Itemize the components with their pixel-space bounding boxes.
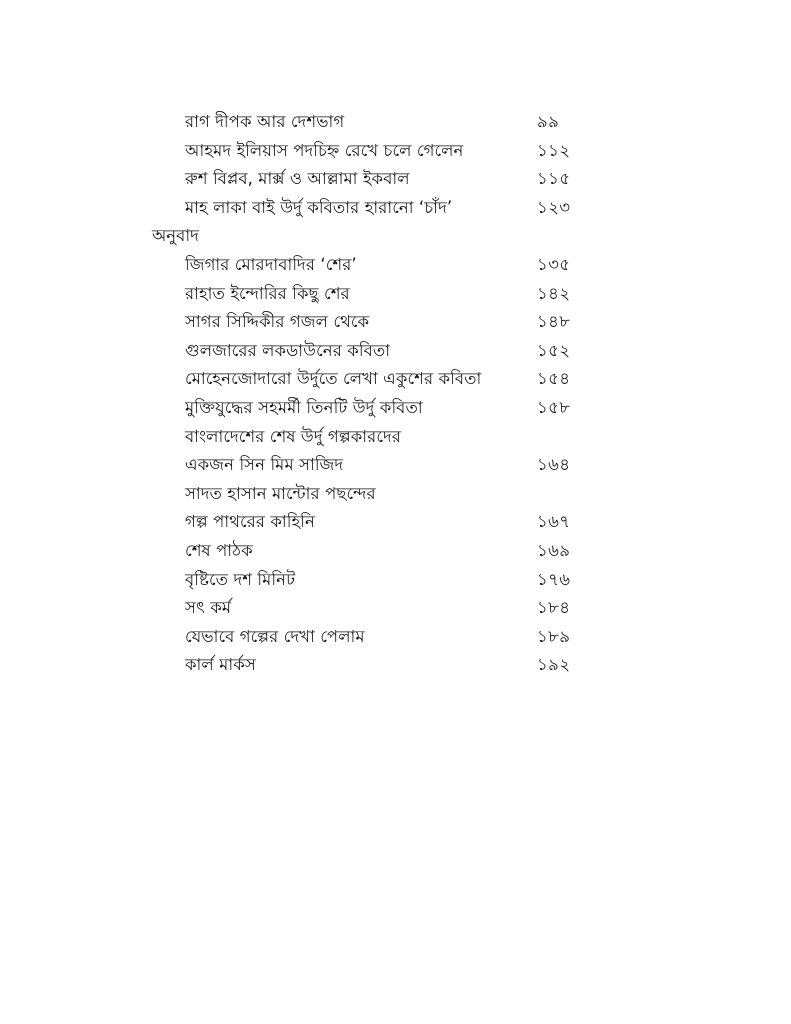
toc-page-number: ১৪৮ bbox=[537, 312, 571, 332]
toc-page-number: ১১৫ bbox=[537, 169, 571, 189]
toc-entry-row bbox=[0, 251, 791, 280]
toc-page-number: ১৬৭ bbox=[537, 512, 571, 532]
toc-entry-row bbox=[0, 508, 791, 537]
toc-entry-row bbox=[0, 566, 791, 595]
toc-entry-title: সাগর সিদ্দিকীর গজল থেকে bbox=[185, 312, 370, 332]
toc-entry-title-continuation: গল্প পাথরের কাহিনি bbox=[185, 512, 315, 532]
toc-page-number: ১৫৮ bbox=[537, 397, 571, 417]
toc-entry-row bbox=[0, 623, 791, 652]
toc-page-number: ১৮৪ bbox=[537, 598, 571, 618]
toc-entry-row bbox=[0, 480, 791, 509]
toc-entry-row bbox=[0, 651, 791, 680]
toc-entry-row bbox=[0, 537, 791, 566]
toc-entry-title: মোহেনজোদারো উর্দুতে লেখা একুশের কবিতা bbox=[185, 369, 482, 389]
toc-entry-title: বাংলাদেশের শেষ উর্দু গল্পকারদের bbox=[185, 426, 401, 446]
toc-page-number: ৯৯ bbox=[537, 112, 560, 131]
toc-entry-row bbox=[0, 280, 791, 309]
toc-entry-title: গুলজারের লকডাউনের কবিতা bbox=[185, 340, 391, 360]
toc-entry-row bbox=[0, 108, 791, 137]
toc-entry-title-continuation: একজন সিন মিম সাজিদ bbox=[185, 455, 344, 475]
toc-page-number: ১৪২ bbox=[537, 283, 571, 303]
toc-entry-title: কার্ল মার্কস bbox=[185, 655, 256, 675]
toc-entry-title: রুশ বিপ্লব, মার্ক্স ও আল্লামা ইকবাল bbox=[185, 169, 410, 189]
toc-page-number: ১৫৪ bbox=[537, 369, 571, 389]
toc-entry-row bbox=[0, 337, 791, 366]
toc-entry-title: জিগার মোরদাবাদির ‘শের’ bbox=[185, 254, 357, 274]
toc-entry-title: আহমদ ইলিয়াস পদচিহ্ন রেখে চলে গেলেন bbox=[185, 140, 464, 160]
toc-entry-row bbox=[0, 165, 791, 194]
toc-entry-title: সৎ কর্ম bbox=[185, 598, 232, 618]
toc-entry-title: রাগ দীপক আর দেশভাগ bbox=[185, 112, 345, 131]
toc-page-number: ১২৩ bbox=[537, 197, 571, 217]
toc-page-number: ১৩৫ bbox=[537, 254, 571, 274]
section-heading-label: অনুবাদ bbox=[152, 226, 199, 246]
table-of-contents bbox=[0, 108, 791, 680]
toc-page-number: ১৬৪ bbox=[537, 455, 571, 475]
toc-page-number: ১৫২ bbox=[537, 340, 571, 360]
toc-entry-title: মাহ লাকা বাই উর্দু কবিতার হারানো ‘চাঁদ’ bbox=[185, 197, 453, 217]
toc-entry-row bbox=[0, 451, 791, 480]
toc-page-number: ১১২ bbox=[537, 140, 571, 160]
toc-page-number: ১৯২ bbox=[537, 655, 571, 675]
toc-entry-title: শেষ পাঠক bbox=[185, 540, 253, 560]
toc-page-number: ১৬৯ bbox=[537, 540, 571, 560]
toc-entry-title: মুক্তিযুদ্ধের সহমর্মী তিনটি উর্দু কবিতা bbox=[185, 397, 423, 417]
toc-page-number: ১৮৯ bbox=[537, 626, 571, 646]
toc-entry-row bbox=[0, 394, 791, 423]
toc-entry-row bbox=[0, 594, 791, 623]
toc-entry-row bbox=[0, 137, 791, 166]
toc-entry-row bbox=[0, 194, 791, 223]
toc-entry-title: রাহাত ইন্দোরির কিছু শের bbox=[185, 283, 350, 303]
toc-page-number: ১৭৬ bbox=[537, 569, 571, 589]
toc-entry-title: বৃষ্টিতে দশ মিনিট bbox=[185, 569, 296, 589]
toc-entry-title: যেভাবে গল্পের দেখা পেলাম bbox=[185, 626, 365, 646]
toc-entry-title: সাদত হাসান মান্টোর পছন্দের bbox=[185, 483, 376, 503]
toc-entry-row bbox=[0, 423, 791, 452]
toc-section-heading-row bbox=[0, 222, 791, 251]
toc-entry-row bbox=[0, 308, 791, 337]
toc-entry-row bbox=[0, 365, 791, 394]
